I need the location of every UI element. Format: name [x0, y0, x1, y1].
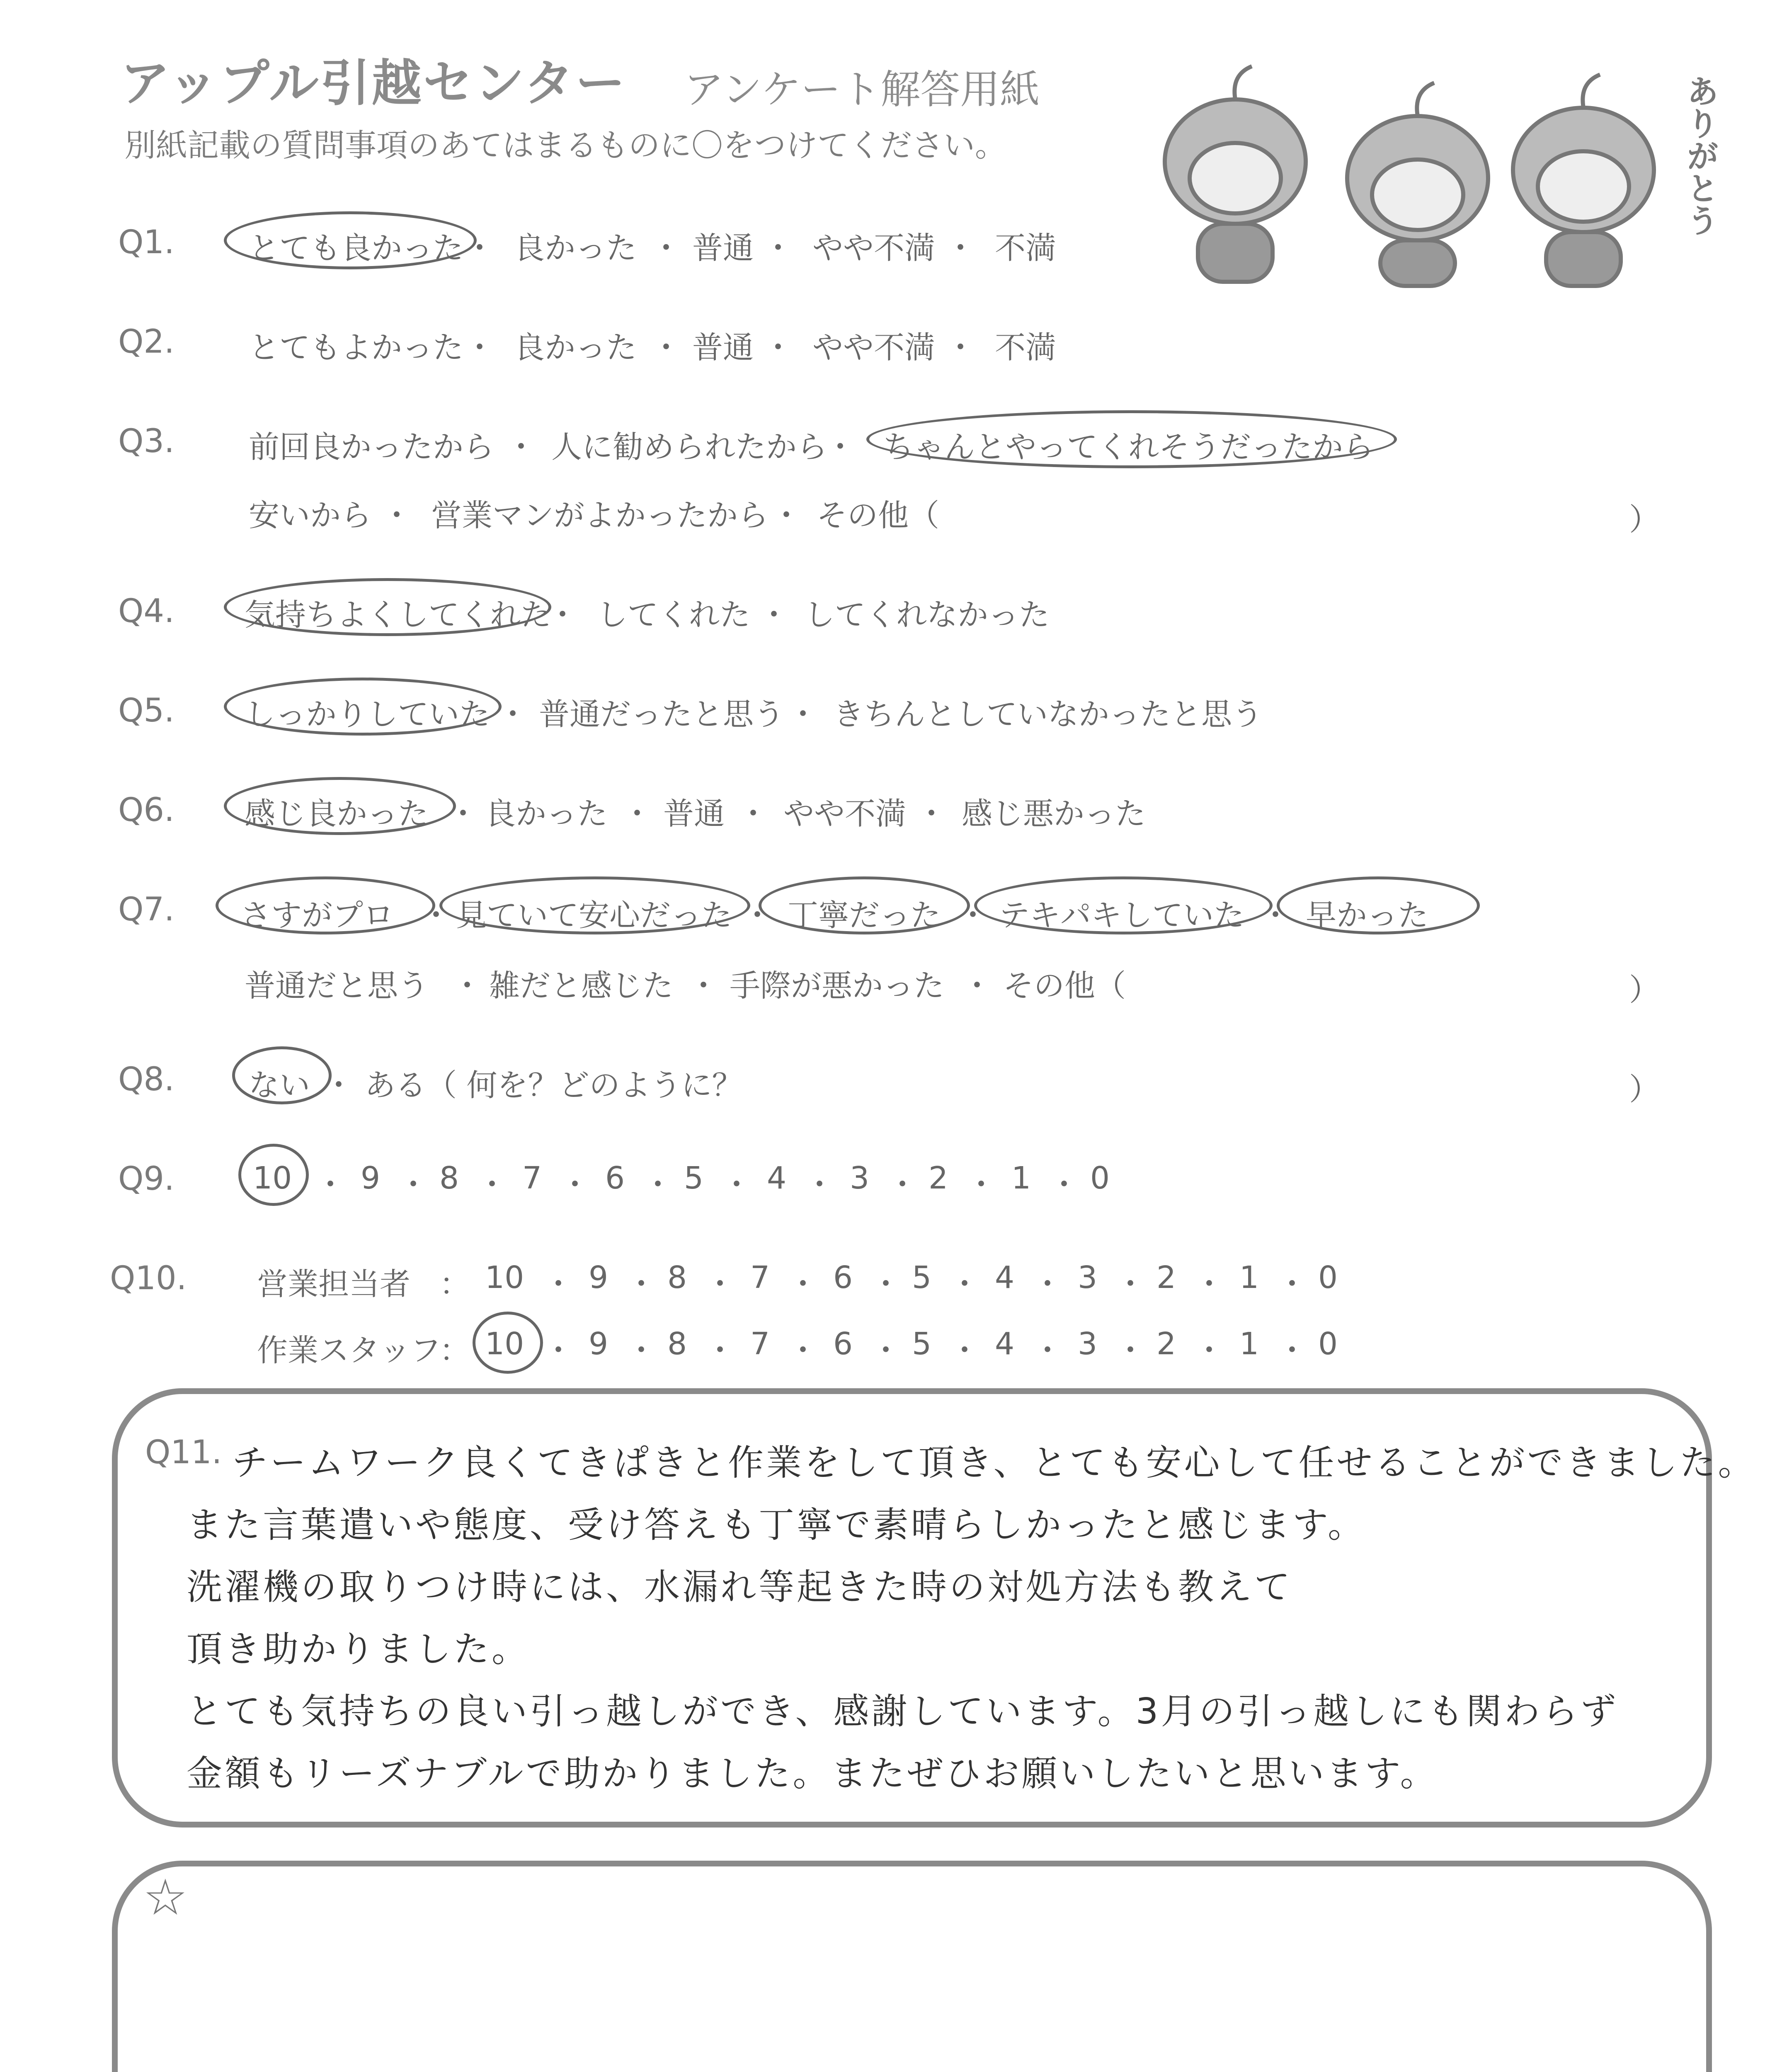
- q10-label: Q10.: [110, 1260, 187, 1297]
- q2-option-4[interactable]: やや不満: [812, 330, 935, 366]
- q7-option-5[interactable]: 早かった: [1306, 898, 1428, 933]
- q11-comment-line-4: 頂き助かりました。: [187, 1629, 530, 1670]
- q10-staff-score-6[interactable]: 6: [833, 1326, 853, 1362]
- form-title: アップル引越センター: [120, 55, 627, 112]
- q7-option-other[interactable]: その他（: [1003, 968, 1126, 1004]
- star-icon: ☆: [143, 1869, 188, 1927]
- q7-option-3[interactable]: 丁寧だった: [788, 898, 941, 933]
- q1-option-1[interactable]: とても良かった: [249, 230, 463, 266]
- q3-option-5[interactable]: 営業マンがよかったから: [431, 498, 769, 533]
- q4-option-1[interactable]: 気持ちよくしてくれた: [245, 597, 551, 633]
- q10-staff-score-9[interactable]: 9: [589, 1326, 609, 1362]
- q10-staff-score-2[interactable]: 2: [1156, 1326, 1176, 1362]
- q7-option-8[interactable]: 手際が悪かった: [730, 968, 944, 1004]
- q11-comment-line-3: 洗濯機の取りつけ時には、水漏れ等起きた時の対処方法も教えて: [187, 1566, 1292, 1608]
- q11-comment-line-6: 金額もリーズナブルで助かりました。またぜひお願いしたいと思います。: [187, 1753, 1438, 1794]
- q10-sales-label: 営業担当者: [257, 1266, 410, 1302]
- q10-staff-score-5[interactable]: 5: [912, 1326, 932, 1362]
- q6-option-4[interactable]: やや不満: [783, 796, 906, 832]
- q5-option-3[interactable]: きちんとしていなかったと思う: [833, 697, 1263, 732]
- q2-label: Q2.: [118, 323, 175, 361]
- q5-label: Q5.: [118, 692, 175, 729]
- q6-option-2[interactable]: 良かった: [485, 796, 608, 832]
- q9-label: Q9.: [118, 1160, 175, 1198]
- q7-option-4[interactable]: テキパキしていた: [999, 898, 1244, 933]
- q9-score-4[interactable]: 4: [767, 1160, 787, 1196]
- q7-option-7[interactable]: 雑だと感じた: [489, 968, 673, 1004]
- q1-option-4[interactable]: やや不満: [812, 230, 935, 266]
- q10-staff-score-10[interactable]: 10: [485, 1326, 524, 1362]
- q7-option-6[interactable]: 普通だと思う: [245, 968, 429, 1004]
- q8-option-1[interactable]: ない: [249, 1067, 310, 1103]
- q5-option-2[interactable]: 普通だったと思う: [539, 697, 784, 732]
- q9-score-6[interactable]: 6: [605, 1160, 625, 1196]
- q6-label: Q6.: [118, 792, 175, 829]
- q10-staff-score-8[interactable]: 8: [667, 1326, 687, 1362]
- monkey-3-icon: [1513, 75, 1654, 286]
- q9-score-2[interactable]: 2: [929, 1160, 948, 1196]
- q9-score-3[interactable]: 3: [850, 1160, 870, 1196]
- q10-sales-score-2[interactable]: 2: [1156, 1260, 1176, 1295]
- q9-score-9[interactable]: 9: [361, 1160, 381, 1196]
- q10-sales-score-7[interactable]: 7: [750, 1260, 770, 1295]
- q2-option-3[interactable]: 普通: [692, 330, 754, 366]
- q7-option-2[interactable]: 見ていて安心だった: [456, 898, 732, 933]
- q11-comment-line-1: チームワーク良くてきぱきと作業をして頂き、とても安心して任せることができました。: [232, 1442, 1756, 1484]
- q7-option-1[interactable]: さすがプロ: [240, 898, 394, 933]
- q6-option-3[interactable]: 普通: [663, 796, 725, 832]
- form-subtitle: アンケート解答用紙: [684, 66, 1040, 113]
- free-comment-box[interactable]: [112, 1861, 1712, 2072]
- q7-label: Q7.: [118, 891, 175, 928]
- q10-staff-score-1[interactable]: 1: [1239, 1326, 1259, 1362]
- q1-option-3[interactable]: 普通: [692, 230, 754, 266]
- q6-option-5[interactable]: 感じ悪かった: [962, 796, 1146, 832]
- q9-score-8[interactable]: 8: [439, 1160, 459, 1196]
- q3-option-2[interactable]: 人に勧められたから: [551, 429, 827, 465]
- q10-sales-score-8[interactable]: 8: [667, 1260, 687, 1295]
- q8-option-2[interactable]: ある（ 何を？どのように？: [365, 1067, 743, 1103]
- q4-label: Q4.: [118, 593, 175, 630]
- q8-close-paren: ）: [1629, 1072, 1660, 1107]
- q9-score-0[interactable]: 0: [1090, 1160, 1110, 1196]
- q4-option-2[interactable]: してくれた: [597, 597, 750, 633]
- q2-option-2[interactable]: 良かった: [514, 330, 637, 366]
- q10-staff-score-0[interactable]: 0: [1318, 1326, 1338, 1362]
- q10-sales-score-3[interactable]: 3: [1078, 1260, 1098, 1295]
- q6-option-1[interactable]: 感じ良かった: [245, 796, 429, 832]
- q10-sales-score-10[interactable]: 10: [485, 1260, 524, 1295]
- q10-staff-score-3[interactable]: 3: [1078, 1326, 1098, 1362]
- q9-score-10[interactable]: 10: [253, 1160, 292, 1196]
- q3-option-3[interactable]: ちゃんとやってくれそうだったから: [883, 429, 1374, 465]
- q1-label: Q1.: [118, 224, 175, 261]
- q3-option-other[interactable]: その他（: [817, 498, 939, 533]
- q9-score-1[interactable]: 1: [1011, 1160, 1031, 1196]
- q2-option-5[interactable]: 不満: [995, 330, 1056, 366]
- q3-option-1[interactable]: 前回良かったから: [249, 429, 494, 465]
- q10-staff-score-7[interactable]: 7: [750, 1326, 770, 1362]
- q3-close-paren: ）: [1629, 502, 1660, 537]
- q9-score-7[interactable]: 7: [522, 1160, 542, 1196]
- q11-comment-line-2: また言葉遣いや態度、受け答えも丁寧で素晴らしかったと感じます。: [187, 1504, 1366, 1546]
- monkey-mascots-illustration: [1132, 58, 1704, 290]
- q4-option-3[interactable]: してくれなかった: [804, 597, 1050, 633]
- q10-sales-score-0[interactable]: 0: [1318, 1260, 1338, 1295]
- q5-option-1[interactable]: しっかりしていた: [245, 697, 490, 732]
- q9-score-5[interactable]: 5: [684, 1160, 704, 1196]
- q1-option-2[interactable]: 良かった: [514, 230, 637, 266]
- q11-label: Q11.: [145, 1434, 222, 1471]
- q3-option-4[interactable]: 安いから: [249, 498, 371, 533]
- mascot-caption: ありがとう: [1681, 75, 1719, 236]
- q2-option-1[interactable]: とてもよかった: [249, 330, 463, 366]
- q1-option-5[interactable]: 不満: [995, 230, 1056, 266]
- q10-sales-score-9[interactable]: 9: [589, 1260, 609, 1295]
- q10-staff-score-4[interactable]: 4: [995, 1326, 1015, 1362]
- q10-sales-score-6[interactable]: 6: [833, 1260, 853, 1295]
- monkey-2-icon: [1347, 83, 1488, 286]
- q3-label: Q3.: [118, 423, 175, 460]
- q8-label: Q8.: [118, 1061, 175, 1098]
- q11-comment-line-5: とても気持ちの良い引っ越しができ、感謝しています。3月の引っ越しにも関わらず: [187, 1691, 1619, 1732]
- instructions: 別紙記載の質問事項のあてはまるものに〇をつけてください。: [124, 127, 1006, 164]
- q10-staff-label: 作業スタッフ: [257, 1333, 441, 1368]
- q10-sales-score-1[interactable]: 1: [1239, 1260, 1259, 1295]
- monkey-1-icon: [1165, 66, 1306, 282]
- q7-close-paren: ）: [1629, 972, 1660, 1008]
- q10-sales-score-5[interactable]: 5: [912, 1260, 932, 1295]
- q10-sales-score-4[interactable]: 4: [995, 1260, 1015, 1295]
